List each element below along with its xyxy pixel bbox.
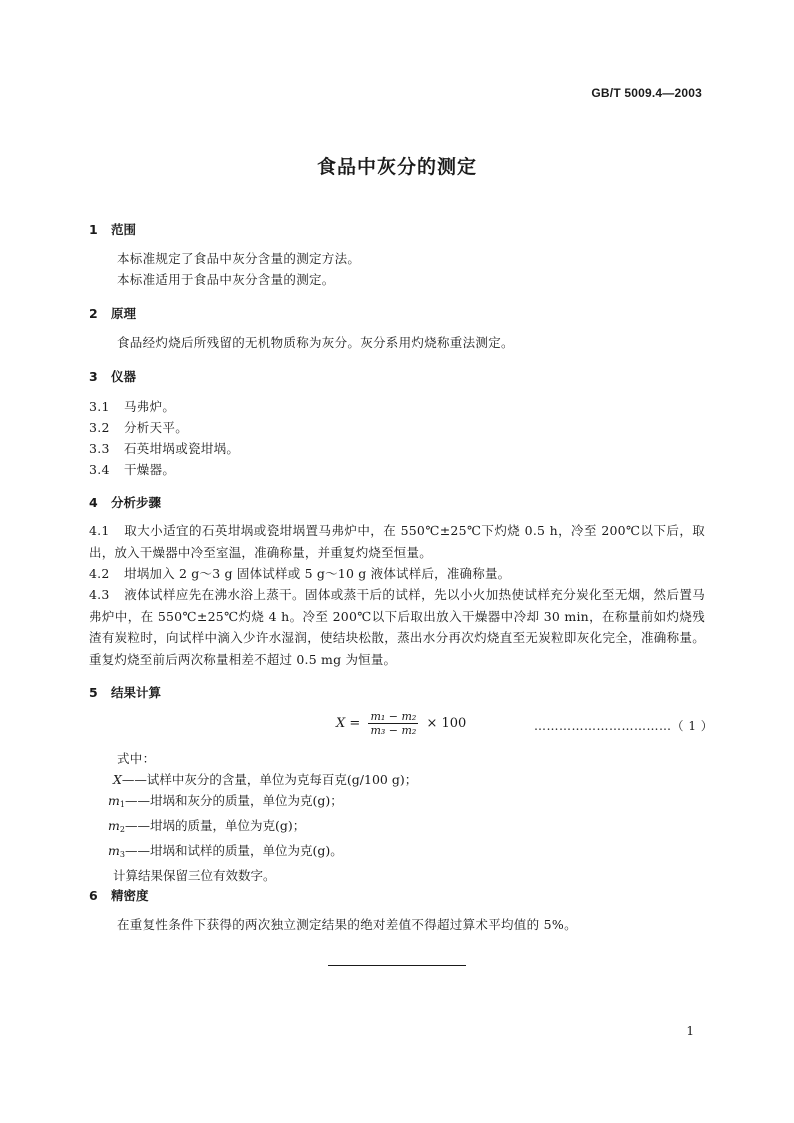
list-item xyxy=(89,417,188,438)
section-heading-calculation xyxy=(89,683,161,701)
item-number: 3.3 xyxy=(89,441,110,456)
section-number: 6 xyxy=(89,888,98,903)
item-number: 3.1 xyxy=(89,399,110,414)
variable-desc: ——坩埚和灰分的质量，单位为克(g)； xyxy=(124,793,343,808)
variable-row xyxy=(108,790,417,815)
variable-row xyxy=(108,840,417,865)
item-text: 石英坩埚或瓷坩埚。 xyxy=(124,441,240,456)
variable-subscript: 3 xyxy=(119,850,125,859)
section-title: 原理 xyxy=(111,306,137,321)
section-heading-precision xyxy=(89,886,149,904)
variable-definitions xyxy=(108,769,418,886)
procedure-step xyxy=(89,520,705,563)
variable-symbol: m xyxy=(108,793,120,808)
section-heading-scope xyxy=(89,220,136,238)
variable-row xyxy=(108,815,417,840)
variable-row xyxy=(113,769,417,790)
end-rule xyxy=(328,965,466,966)
standard-number: GB/T 5009.4—2003 xyxy=(591,86,702,100)
paragraph: 在重复性条件下获得的两次独立测定结果的绝对差值不得超过算术平均值的 5%。 xyxy=(117,917,577,932)
formula-denominator: m₃ − m₂ xyxy=(370,724,417,737)
variable-desc: ——坩埚和试样的质量，单位为克(g)。 xyxy=(124,843,343,858)
section-title: 分析步骤 xyxy=(111,495,162,510)
variable-symbol: m xyxy=(108,818,120,833)
where-label: 式中： xyxy=(117,751,156,766)
procedure-step xyxy=(89,584,705,670)
variable-desc: ——试样中灰分的含量，单位为克每百克(g/100 g)； xyxy=(121,772,418,787)
variable-symbol: X xyxy=(113,772,122,787)
section-number: 1 xyxy=(89,222,98,237)
paragraph: 本标准规定了食品中灰分含量的测定方法。 xyxy=(117,251,361,266)
result-note: 计算结果保留三位有效数字。 xyxy=(113,868,276,883)
formula-fraction xyxy=(368,710,418,737)
item-number: 4.2 xyxy=(89,566,110,581)
item-text: 干燥器。 xyxy=(124,462,176,477)
list-item xyxy=(89,459,175,480)
section-heading-procedure xyxy=(89,493,161,511)
item-text: 坩埚加入 2 g～3 g 固体试样或 5 g～10 g 液体试样后，准确称量。 xyxy=(124,566,511,581)
formula-tail: × 100 xyxy=(426,716,467,731)
list-item xyxy=(89,396,175,417)
section-heading-principle xyxy=(89,304,136,322)
formula-equals: = xyxy=(349,716,361,731)
item-text: 取大小适宜的石英坩埚或瓷坩埚置马弗炉中，在 550℃±25℃下灼烧 0.5 h，冷至 200℃以下后，取出，放入干燥器中冷至室温，准确称量，并重复灼烧至恒量。 xyxy=(89,523,705,560)
item-text: 分析天平。 xyxy=(124,420,189,435)
variable-subscript: 1 xyxy=(119,800,125,809)
variable-desc: ——坩埚的质量，单位为克(g)； xyxy=(124,818,306,833)
item-number: 3.2 xyxy=(89,420,110,435)
item-text: 马弗炉。 xyxy=(124,399,176,414)
section-number: 5 xyxy=(89,685,98,700)
formula-lhs: X xyxy=(336,716,346,731)
item-number: 4.1 xyxy=(89,523,110,538)
section-number: 2 xyxy=(89,306,98,321)
section-number: 3 xyxy=(89,369,98,384)
section-title: 精密度 xyxy=(111,888,149,903)
list-item xyxy=(89,438,239,459)
formula-numerator: m₁ − m₂ xyxy=(370,710,417,723)
paragraph: 食品经灼烧后所残留的无机物质称为灰分。灰分系用灼烧称重法测定。 xyxy=(117,335,514,350)
section-title: 仪器 xyxy=(111,369,137,384)
item-number: 3.4 xyxy=(89,462,110,477)
paragraph: 本标准适用于食品中灰分含量的测定。 xyxy=(117,272,335,287)
page-number: 1 xyxy=(686,1024,694,1038)
variable-subscript: 2 xyxy=(119,825,125,834)
section-heading-apparatus xyxy=(89,367,136,385)
formula xyxy=(336,710,466,737)
section-title: 范围 xyxy=(111,222,137,237)
section-title: 结果计算 xyxy=(111,685,162,700)
equation-number: ……………………………（ 1 ） xyxy=(534,719,714,733)
page-title: 食品中灰分的测定 xyxy=(316,156,477,178)
variable-symbol: m xyxy=(108,843,120,858)
section-number: 4 xyxy=(89,495,98,510)
procedure-step xyxy=(89,563,705,585)
item-text: 液体试样应先在沸水浴上蒸干。固体或蒸干后的试样，先以小火加热使试样充分炭化至无烟，然后置马弗炉中，在 550℃±25℃灼烧 4 h。冷至 200℃以下后取出放入干燥器中冷却 30 min，在称量前如灼烧残渣有炭粒时，向试样中滴入少许水湿润，使结块松散，蒸出水分再次灼烧直至无炭粒即灰化完全，准确称量。重复灼烧至前后两次称量相差不超过 0.5 mg 为恒量。 xyxy=(89,587,705,667)
item-number: 4.3 xyxy=(89,587,110,602)
